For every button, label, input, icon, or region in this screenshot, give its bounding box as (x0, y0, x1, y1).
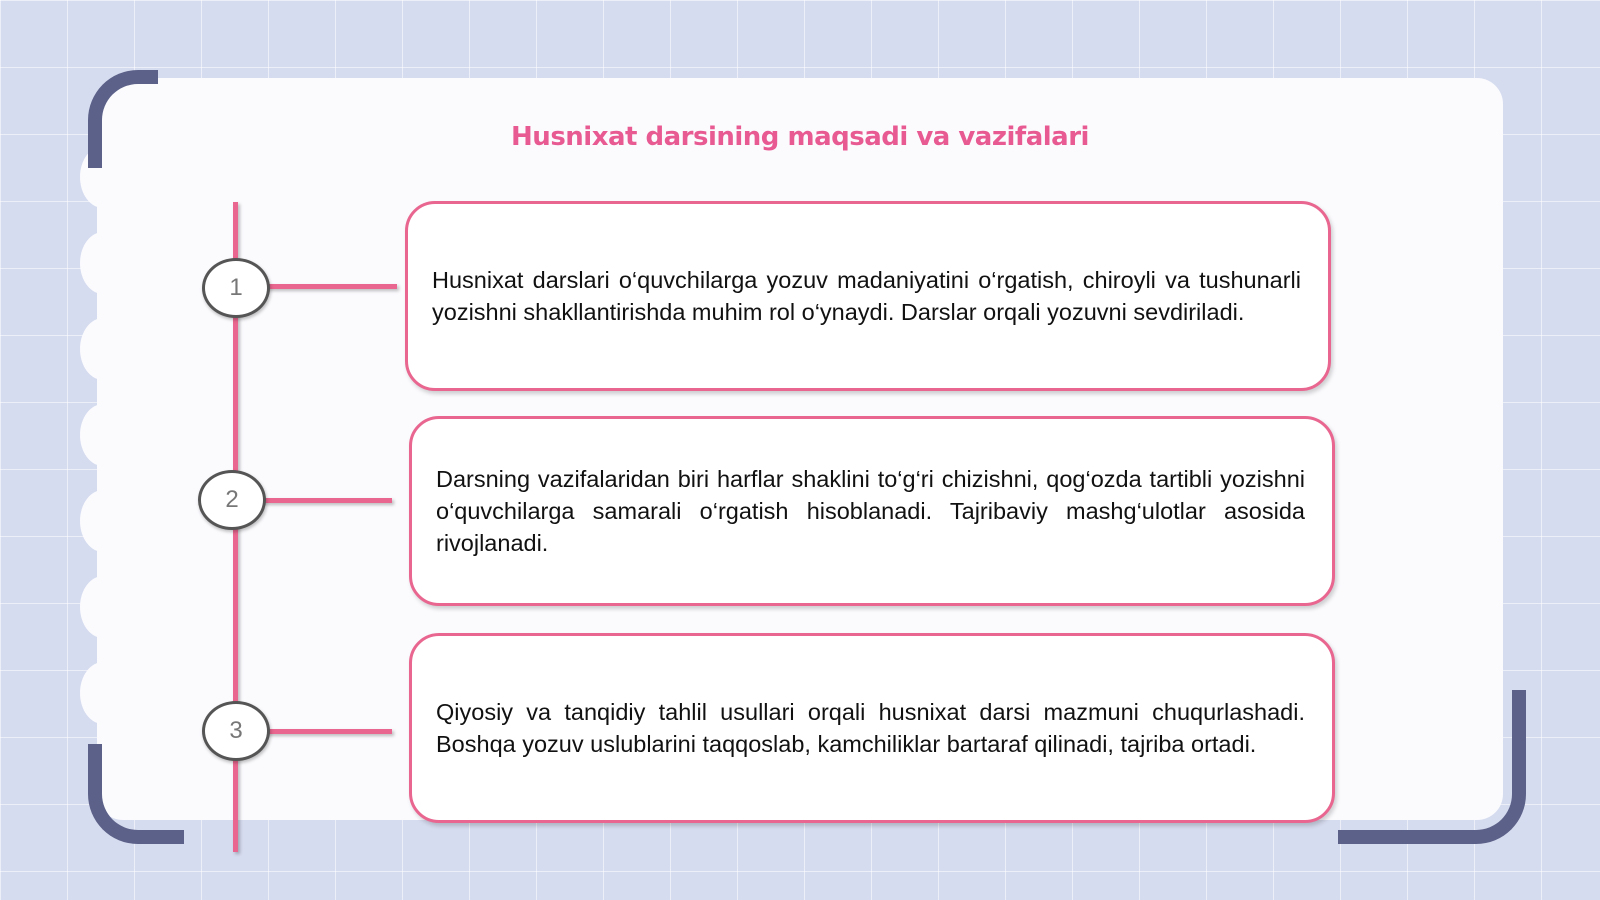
step-text-2: Darsning vazifalaridan biri harflar shaklini to‘g‘ri chizishni, qog‘ozda tartibli yozishni o‘quvchilarga samarali o‘rgatish hisoblanadi. Tajribaviy mashg‘ulotlar asosida rivojlanadi. (436, 466, 1305, 556)
step-text-1: Husnixat darslari o‘quvchilarga yozuv madaniyatini o‘rgatish, chiroyli va tushunarli yozishni shakllantirishda muhim rol o‘ynaydi. Darslar orqali yozuvni sevdiriladi. (432, 267, 1301, 325)
corner-bracket-bottom-left (88, 744, 184, 844)
step-box-2 (409, 416, 1335, 606)
step-text-3: Qiyosiy va tanqidiy tahlil usullari orqali husnixat darsi mazmuni chuqurlashadi. Boshqa yozuv uslublarini taqqoslab, kamchiliklar bartaraf qilinadi, tajriba ortadi. (436, 699, 1305, 757)
corner-bracket-top-left (88, 70, 158, 168)
slide-title: Husnixat darsining maqsadi va vazifalari (511, 122, 1089, 152)
corner-bracket-bottom-right (1338, 690, 1526, 844)
card-edge-scallop (80, 490, 126, 552)
card-edge-scallop (80, 404, 126, 466)
card-edge-scallop (80, 662, 126, 724)
card-edge-scallop (80, 232, 126, 294)
timeline-connector-1 (265, 284, 397, 289)
step-number-1: 1 (202, 258, 270, 318)
step-box-1 (405, 201, 1331, 391)
step-number-2: 2 (198, 470, 266, 530)
card-edge-scallop (80, 576, 126, 638)
card-edge-scallop (80, 318, 126, 380)
step-box-3 (409, 633, 1335, 823)
step-number-3: 3 (202, 701, 270, 761)
timeline-connector-3 (265, 729, 392, 734)
timeline-connector-2 (262, 498, 392, 503)
